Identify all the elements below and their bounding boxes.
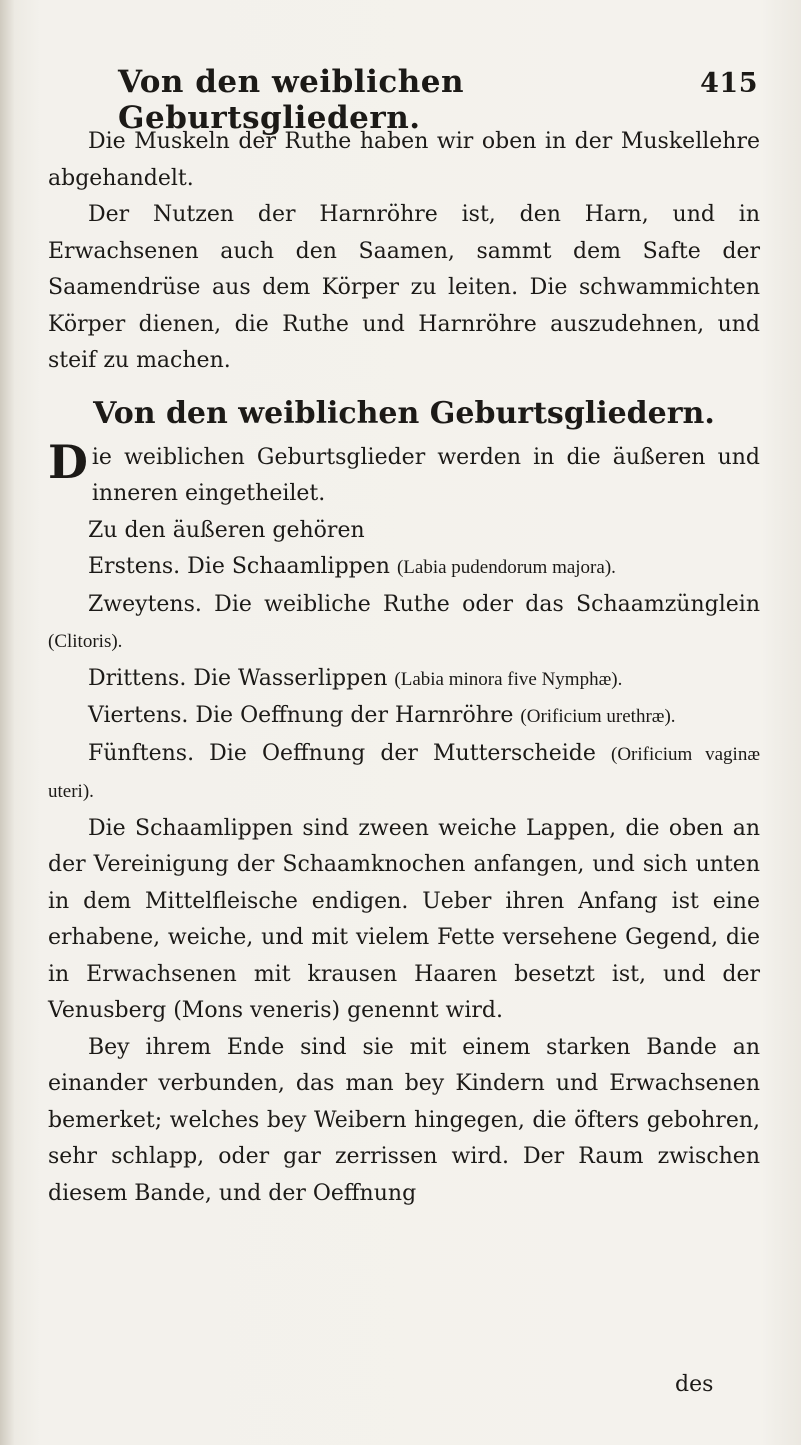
list-item [48,698,760,736]
list-item-text: Erstens. Die Schaamlippen [88,554,390,579]
section-intro-text: ie weiblichen Geburtsglieder werden in die äußeren und inneren eingetheilet. [91,444,760,506]
catchword: des [675,1372,714,1397]
page-body [48,124,760,1212]
list-item-text: Drittens. Die Wasserlippen [88,665,388,691]
list-item [48,549,760,587]
sub-intro: Zu den äußeren gehören [88,517,365,543]
latin-term: (Labia minora five Nymphæ). [394,668,623,690]
list-item [48,587,760,661]
drop-capital: D [48,434,88,489]
list-item [48,661,760,699]
latin-term: (Labia pudendorum majora). [396,557,616,578]
section-intro [48,434,760,513]
latin-term: (Clitoris). [48,631,123,652]
page-gutter [0,0,14,1445]
page-number: 415 [700,68,758,99]
latin-term: (Orificium vaginæ uteri). [48,743,760,802]
header-title: Von den weiblichen Geburtsgliedern. [118,64,465,136]
list-item-text: Viertens. Die Oeffnung der Harnröhre [88,703,514,728]
list-item [48,736,760,811]
section-heading: Von den weiblichen Geburtsgliedern. [93,395,715,431]
paragraph: Bey ihrem Ende sind sie mit einem starken Bande an einander verbunden, das man bey Kindern und Erwachsenen bemerket; welches bey Weibern hingegen, die öfters gebohren, sehr schlapp, oder gar zerrissen wird. Der Raum zwischen diesem Bande, und der Oeffnung [48,1034,760,1206]
list-item-text: Zweytens. Die weibliche Ruthe oder das Schaamzünglein [88,591,760,617]
paragraph: Die Schaamlippen sind zween weiche Lappen, die oben an der Vereinigung der Schaamknochen anfangen, und sich unten in dem Mittelfleische endigen. Ueber ihren Anfang ist eine erhabene, weiche, und mit vielem Fette versehene Gegend, die in Erwachsenen mit krausen Haaren besetzt ist, und der Venusberg (Mons veneris) genennt wird. [48,815,760,1023]
latin-term: (Orificium urethræ). [520,706,676,727]
paragraph: Der Nutzen der Harnröhre ist, den Harn, und in Erwachsenen auch den Saamen, sammt dem Safte der Saamendrüse aus dem Körper zu leiten. Die schwammichten Körper dienen, die Ruthe und Harnröhre auszudehnen, und steif zu machen. [48,202,760,373]
paragraph: Die Muskeln der Ruthe haben wir oben in der Muskellehre abgehandelt. [48,129,760,191]
list-item-text: Fünftens. Die Oeffnung der Mutterscheide [88,740,596,766]
